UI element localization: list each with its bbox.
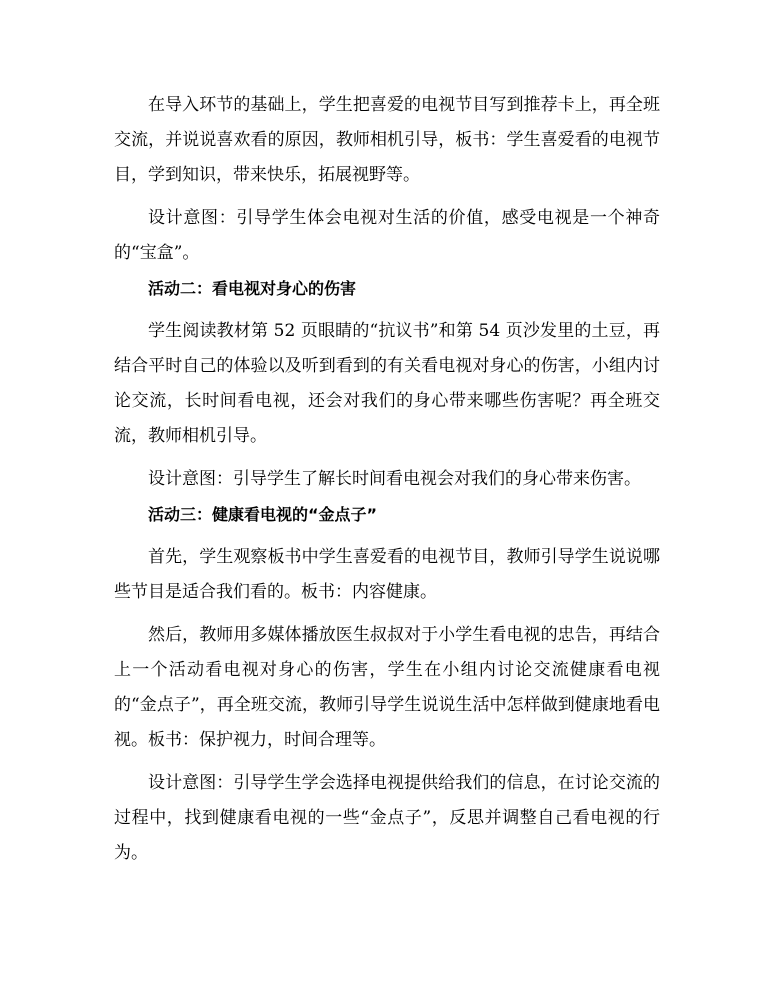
heading-activity-two: 活动二：看电视对身心的伤害: [148, 279, 357, 298]
heading-activity-three: 活动三：健康看电视的“金点子”: [148, 505, 378, 524]
paragraph-design-intent-1: 设计意图：引导学生体会电视对生活的价值，感受电视是一个神奇的“宝盒”。: [114, 208, 660, 263]
paragraph-design-intent-3: 设计意图：引导学生学会选择电视提供给我们的信息，在讨论交流的过程中，找到健康看电视的一些“金点子”，反思并调整自己看电视的行为。: [114, 773, 660, 863]
paragraph-intro-activity: 在导入环节的基础上，学生把喜爱的电视节目写到推荐卡上，再全班交流，并说说喜欢看的原因，教师相机引导，板书：学生喜爱看的电视节目，学到知识，带来快乐，拓展视野等。: [114, 95, 660, 185]
paragraph-design-intent-2: 设计意图：引导学生了解长时间看电视会对我们的身心带来伤害。: [148, 469, 641, 489]
paragraph-activity-three-first: 首先，学生观察板书中学生喜爱看的电视节目，教师引导学生说说哪些节目是适合我们看的。板书：内容健康。: [114, 547, 660, 602]
paragraph-activity-two-body: 学生阅读教材第 52 页眼睛的“抗议书”和第 54 页沙发里的土豆，再结合平时自己的体验以及听到看到的有关看电视对身心的伤害，小组内讨论交流，长时间看电视，还会对我们的身心带来哪些伤害呢？再全班交流，教师相机引导。: [114, 321, 660, 446]
document-page: [114, 88, 660, 871]
paragraph-activity-three-then: 然后，教师用多媒体播放医生叔叔对于小学生看电视的忠告，再结合上一个活动看电视对身心的伤害，学生在小组内讨论交流健康看电视的“金点子”，再全班交流，教师引导学生说说生活中怎样做到健康地看电视。板书：保护视力，时间合理等。: [114, 625, 660, 750]
